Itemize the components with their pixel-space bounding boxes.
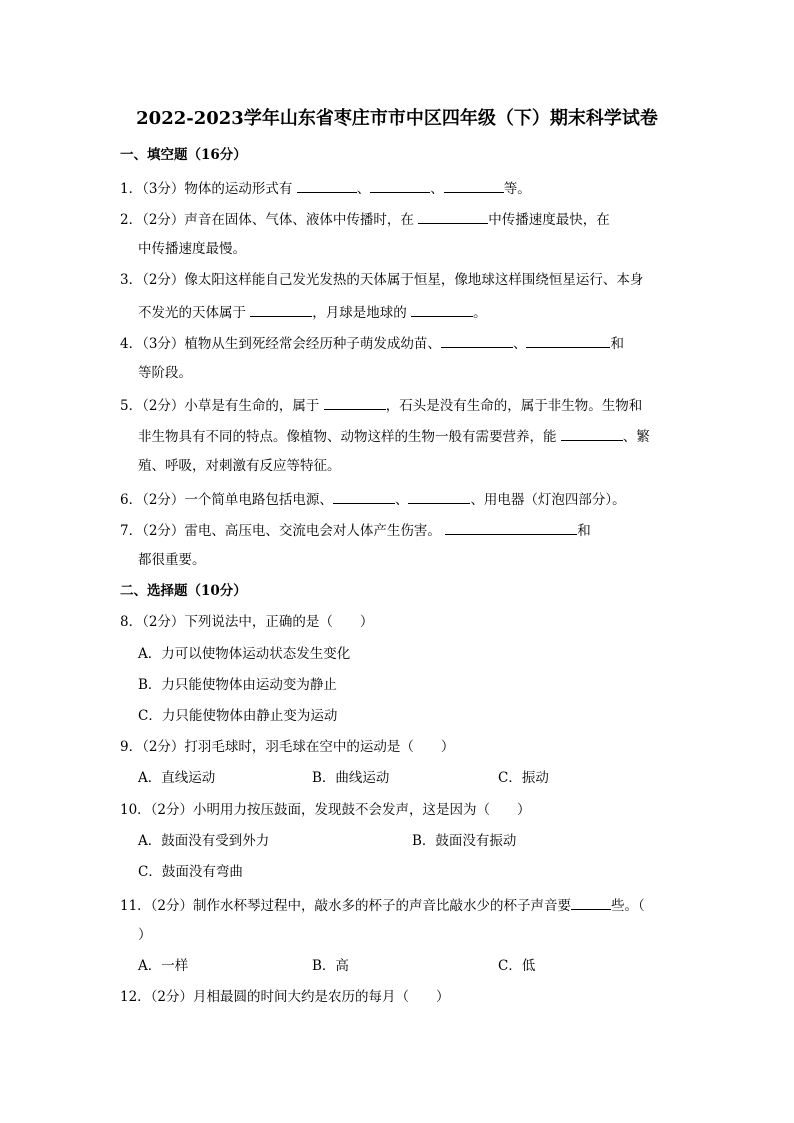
question-1 bbox=[120, 178, 531, 198]
q5-blank-2[interactable] bbox=[561, 426, 623, 441]
question-12-stem: 12．（2分）月相最圆的时间大约是农历的每月（ ） bbox=[120, 989, 450, 1005]
q5-text-d: 、繁 bbox=[622, 429, 650, 445]
q3-text-b: ，月球是地球的 bbox=[312, 305, 412, 321]
q6-sep: 、 bbox=[394, 492, 409, 508]
question-7-line-2: 都很重要。 bbox=[138, 552, 206, 568]
q1-text-d: 等。 bbox=[503, 181, 531, 197]
q9-option-c[interactable]: C．振动 bbox=[498, 770, 549, 786]
q8-option-a[interactable]: A．力可以使物体运动状态发生变化 bbox=[138, 646, 351, 662]
q11-option-a[interactable]: A．一样 bbox=[138, 958, 189, 974]
q2-text-a: 2．（2分）声音在固体、气体、液体中传播时，在 bbox=[120, 212, 419, 228]
q1-blank-1[interactable] bbox=[297, 178, 357, 193]
q6-text-a: 6．（2分）一个简单电路包括电源、 bbox=[120, 492, 333, 508]
q2-text-b: 中传播速度最快，在 bbox=[488, 212, 610, 228]
question-4-line-2: 等阶段。 bbox=[138, 365, 192, 381]
question-11-line-2: ） bbox=[138, 927, 152, 943]
q11-option-c[interactable]: C．低 bbox=[498, 958, 536, 974]
question-4-line-1 bbox=[120, 333, 624, 353]
q5-blank-1[interactable] bbox=[324, 395, 386, 410]
q4-blank-2[interactable] bbox=[526, 333, 610, 348]
q10-option-a[interactable]: A．鼓面没有受到外力 bbox=[138, 833, 270, 849]
q11-blank[interactable] bbox=[571, 895, 611, 910]
section-choice-heading: 二、选择题（10分） bbox=[120, 583, 247, 599]
q1-sep-1: 、 bbox=[356, 181, 371, 197]
question-11-line-1 bbox=[120, 895, 645, 915]
q3-text-a: 不发光的天体属于 bbox=[138, 305, 251, 321]
q6-blank-1[interactable] bbox=[333, 489, 395, 504]
q11-option-b[interactable]: B．高 bbox=[312, 958, 349, 974]
q5-text-a: 5．（2分）小草是有生命的，属于 bbox=[120, 398, 324, 414]
q5-text-b: ，石头是没有生命的，属于非生物。生物和 bbox=[385, 398, 643, 414]
q8-option-c[interactable]: C．力只能使物体由静止变为运动 bbox=[138, 708, 338, 724]
question-8-stem: 8．（2分）下列说法中，正确的是（ ） bbox=[120, 614, 374, 630]
question-9-stem: 9．（2分）打羽毛球时，羽毛球在空中的运动是（ ） bbox=[120, 739, 455, 755]
question-7-line-1 bbox=[120, 520, 591, 540]
q7-text-a: 7．（2分）雷电、高压电、交流电会对人体产生伤害。 bbox=[120, 523, 446, 539]
question-3-line-1: 3．（2分）像太阳这样能自己发光发热的天体属于恒星，像地球这样围绕恒星运行、本身 bbox=[120, 272, 644, 288]
q9-option-a[interactable]: A．直线运动 bbox=[138, 770, 216, 786]
exam-title: 2022-2023学年山东省枣庄市市中区四年级（下）期末科学试卷 bbox=[136, 108, 658, 129]
question-2-line-2: 中传播速度最慢。 bbox=[138, 241, 246, 257]
q6-blank-2[interactable] bbox=[408, 489, 470, 504]
q7-blank-1[interactable] bbox=[445, 520, 577, 535]
q1-sep-2: 、 bbox=[430, 181, 444, 197]
question-3-line-2 bbox=[138, 302, 487, 322]
q3-text-c: 。 bbox=[473, 305, 487, 321]
q2-blank-1[interactable] bbox=[418, 209, 488, 224]
q1-blank-2[interactable] bbox=[370, 178, 430, 193]
question-2-line-1 bbox=[120, 209, 610, 229]
question-5-line-2 bbox=[138, 426, 650, 446]
q4-text-c: 和 bbox=[610, 336, 624, 352]
q4-text-a: 4．（3分）植物从生到死经常会经历种子萌发成幼苗、 bbox=[120, 336, 441, 352]
q1-blank-3[interactable] bbox=[444, 178, 504, 193]
q11-text-a: 11．（2分）制作水杯琴过程中，敲水多的杯子的声音比敲水少的杯子声音要 bbox=[120, 898, 572, 914]
q5-text-c: 非生物具有不同的特点。像植物、动物这样的生物一般有需要营养，能 bbox=[138, 429, 561, 445]
question-5-line-3: 殖、呼吸，对刺激有反应等特征。 bbox=[138, 458, 341, 474]
q1-text-a: 1．（3分）物体的运动形式有 bbox=[120, 181, 297, 197]
q4-sep: 、 bbox=[512, 336, 527, 352]
q10-option-b[interactable]: B．鼓面没有振动 bbox=[412, 833, 517, 849]
q11-text-b: 些。（ bbox=[611, 898, 645, 914]
q3-blank-1[interactable] bbox=[250, 302, 312, 317]
q8-option-b[interactable]: B．力只能使物体由运动变为静止 bbox=[138, 677, 337, 693]
question-6 bbox=[120, 489, 626, 509]
q4-blank-1[interactable] bbox=[441, 333, 513, 348]
section-fill-heading: 一、填空题（16分） bbox=[120, 147, 247, 163]
q6-text-c: 、用电器（灯泡四部分）。 bbox=[470, 492, 626, 508]
question-10-stem: 10．（2分）小明用力按压鼓面，发现鼓不会发声，这是因为（ ） bbox=[120, 802, 531, 818]
q9-option-b[interactable]: B．曲线运动 bbox=[312, 770, 390, 786]
q7-text-b: 和 bbox=[577, 523, 591, 539]
q3-blank-2[interactable] bbox=[411, 302, 473, 317]
question-5-line-1 bbox=[120, 395, 642, 415]
q10-option-c[interactable]: C．鼓面没有弯曲 bbox=[138, 864, 243, 880]
